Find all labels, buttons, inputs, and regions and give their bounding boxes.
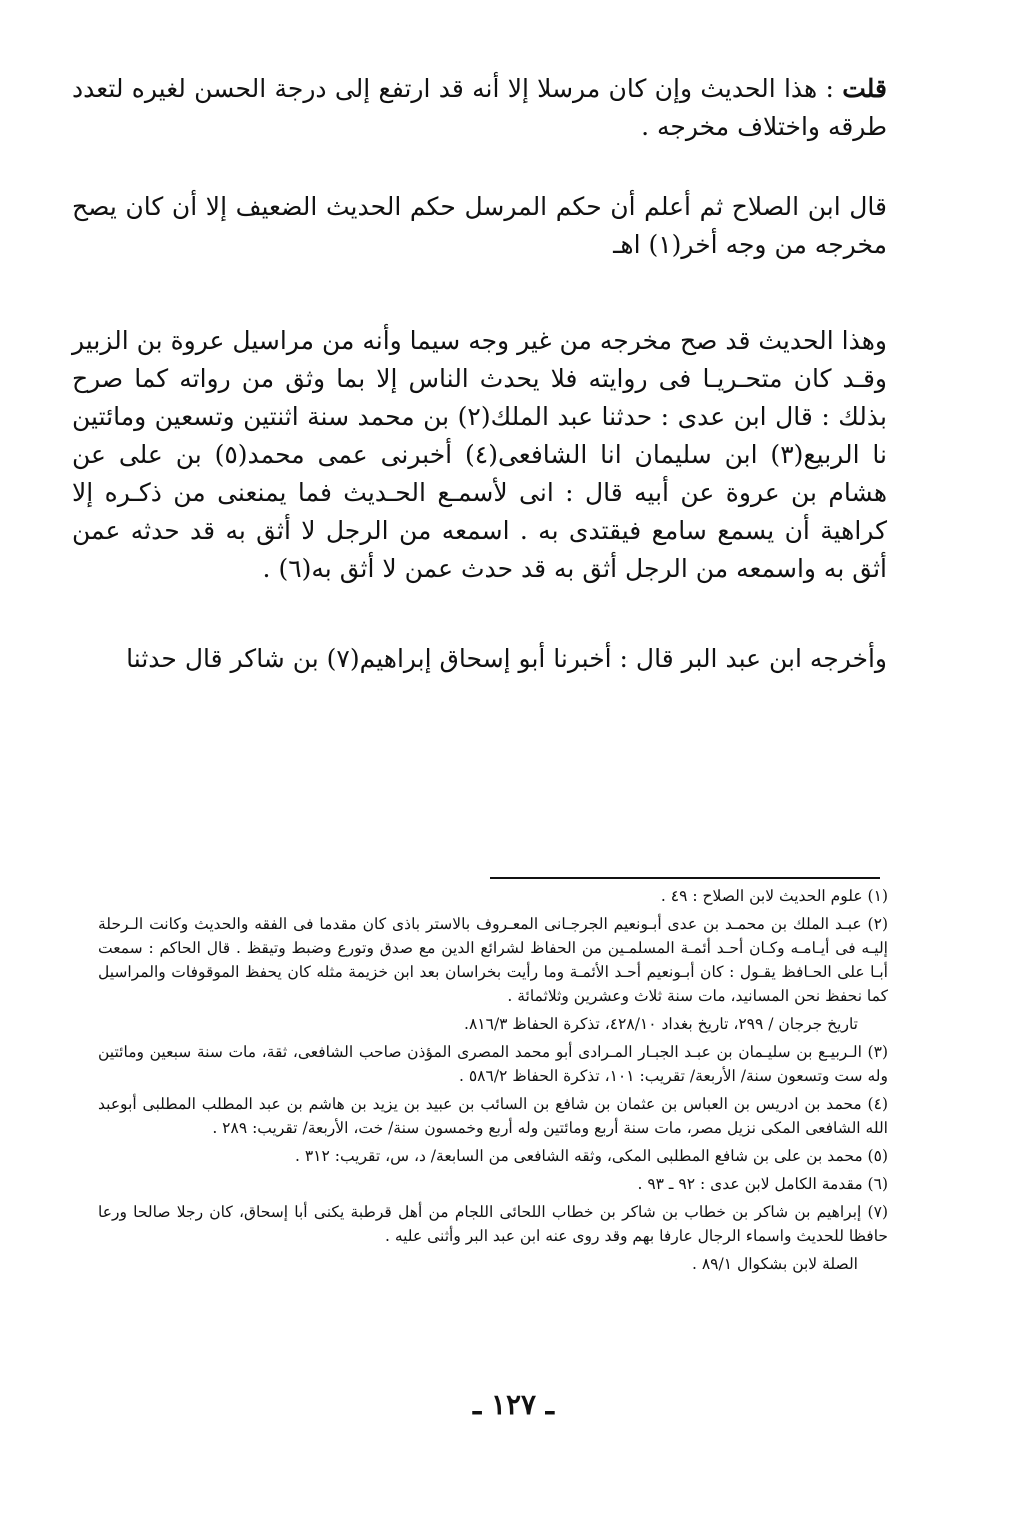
- paragraph-1-lead: قلت: [842, 74, 887, 103]
- footnote-5: (٥) محمد بن على بن شافع المطلبى المكى، وثقه الشافعى من السابعة/ د، س، تقريب: ٣١٢ .: [294, 1147, 888, 1165]
- paragraph-4: وأخرجه ابن عبد البر قال : أخبرنا أبو إسحاق إبراهيم(٧) بن شاكر قال حدثنا: [126, 644, 887, 673]
- footnote-divider: [490, 877, 880, 879]
- footnote-4: (٤) محمد بن ادريس بن العباس بن عثمان بن شافع بن السائب بن عبيد بن يزيد بن هاشم بن عبد المطلب المطلبى أبوعبد الله الشافعى المكى نزيل مصر، مات سنة أربع ومائتين وله أربع وخمسون سنة/ خت، الأربعة/ تقريب: ٢٨٩ .: [98, 1095, 888, 1137]
- footnote-1: (١) علوم الحديث لابن الصلاح : ٤٩ .: [660, 887, 888, 905]
- footnote-3: (٣) الـربيـع بن سليـمان بن عبـد الجبـار المـرادى أبو محمد المصرى المؤذن صاحب الشافعى، ثقة، مات سنة سبعين ومائتين وله ست وتسعون سنة/ الأربعة/ تقريب: ١٠١، تذكرة الحفاظ ٥٨٦/٢ .: [98, 1043, 888, 1085]
- paragraph-2: قال ابن الصلاح ثم أعلم أن حكم المرسل حكم الحديث الضعيف إلا أن كان يصح مخرجه من وجه أخر(١) اهـ: [72, 192, 887, 259]
- paragraph-1-text: : هذا الحديث وإن كان مرسلا إلا أنه قد ارتفع إلى درجة الحسن لغيره لتعدد طرقه واختلاف مخرجه .: [72, 74, 887, 141]
- paragraph-1: [72, 70, 887, 146]
- footnotes: [98, 884, 888, 1280]
- main-text: [72, 70, 887, 678]
- page-number: ـ ١٢٧ ـ: [472, 1388, 555, 1421]
- footnote-6: (٦) مقدمة الكامل لابن عدى : ٩٢ ـ ٩٣ .: [637, 1175, 888, 1193]
- footnote-7-source: الصلة لابن بشكوال ٨٩/١ .: [692, 1255, 858, 1273]
- footnote-2-source: تاريخ جرجان / ٢٩٩، تاريخ بغداد ٤٢٨/١٠، تذكرة الحفاظ ٨١٦/٣.: [464, 1015, 858, 1033]
- footnote-7: (٧) إبراهيم بن شاكر بن خطاب بن شاكر بن خطاب اللحائى اللجام من أهل قرطبة يكنى أبا إسحاق، كان رجلا صالحا ورعا حافظا للحديث واسماء الرجال عارفا بهم وقد روى عنه ابن عبد البر وأثنى عليه .: [98, 1203, 888, 1245]
- paragraph-3: وهذا الحديث قد صح مخرجه من غير وجه سيما وأنه من مراسيل عروة بن الزبير وقـد كان متحـريـا فى روايته فلا يحدث الناس إلا بما وثق من رواته كما صرح بذلك : قال ابن عدى : حدثنا عبد الملك(٢) بن محمد سنة اثنتين وتسعين ومائتين نا الربيع(٣) ابن سليمان انا الشافعى(٤) أخبرنى عمى محمد(٥) بن على عن هشام بن عروة عن أبيه قال : انى لأسمـع الحـديث فما يمنعنى من ذكـره إلا كراهية أن يسمع سامع فيقتدى به . اسمعه من الرجل لا أثق به قد حدثه عمن أثق به واسمعه من الرجل أثق به قد حدث عمن لا أثق به(٦) .: [72, 326, 887, 583]
- footnote-2: (٢) عبـد الملك بن محمـد بن عدى أبـونعيم الجرجـانى المعـروف بالاستر باذى كان مقدما فى الفقه والحديث وكانت الـرحلة إليـه فى أيـامـه وكـان أحـد أئمـة المسلمـين من الحفاظ لشرائع الدين مع صدق وتورع وضبط وتيقظ . قال الحاكم : سمعت أبـا على الحـافظ يقـول : كان أبـونعيم أحـد الأئمـة وما رأيت بخراسان بعد ابن خزيمة مثله كان يحفظ الموقوفات والمراسيل كما نحفظ نحن المسانيد، مات سنة ثلاث وعشرين وثلاثمائة .: [98, 915, 888, 1005]
